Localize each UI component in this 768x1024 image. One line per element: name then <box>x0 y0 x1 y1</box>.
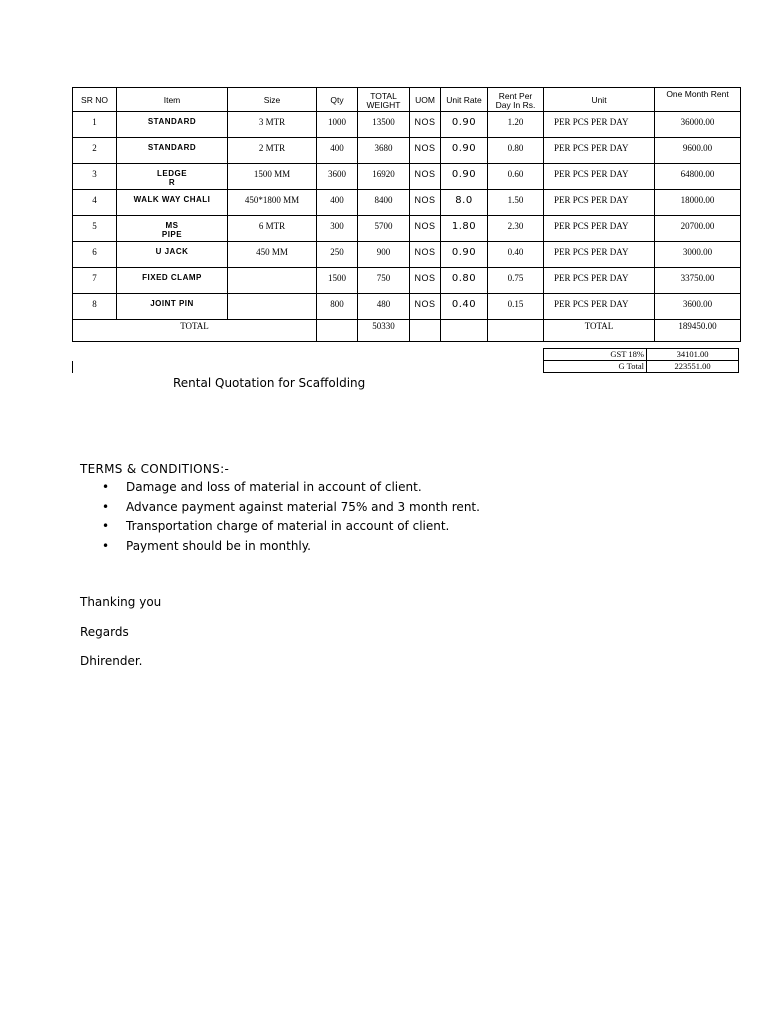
cell-item <box>117 190 228 216</box>
cell-unit-rate: 0.80 <box>441 268 488 294</box>
cell-unit: PER PCS PER DAY <box>544 242 655 268</box>
cell-qty: 400 <box>317 190 358 216</box>
text-cursor <box>72 361 73 373</box>
cell-size: 450*1800 MM <box>228 190 317 216</box>
header-item: Item <box>117 88 228 112</box>
cell-item <box>117 294 228 320</box>
cell-uom: NOS <box>410 112 441 138</box>
header-unit: Unit <box>544 88 655 112</box>
cell-sr-no: 5 <box>73 216 117 242</box>
cell-sr-no: 3 <box>73 164 117 190</box>
cell-qty: 1500 <box>317 268 358 294</box>
cell-unit: PER PCS PER DAY <box>544 268 655 294</box>
cell-qty: 800 <box>317 294 358 320</box>
header-qty: Qty <box>317 88 358 112</box>
table-row <box>73 164 741 190</box>
cell-uom: NOS <box>410 294 441 320</box>
cell-item <box>117 216 228 242</box>
cell-uom: NOS <box>410 138 441 164</box>
list-item <box>102 537 480 557</box>
total-rent-cell <box>488 320 544 342</box>
cell-item <box>117 268 228 294</box>
cell-unit-rate: 0.90 <box>441 164 488 190</box>
cell-sr-no: 4 <box>73 190 117 216</box>
cell-rent-per-day: 0.60 <box>488 164 544 190</box>
table-row <box>73 216 741 242</box>
cell-unit: PER PCS PER DAY <box>544 164 655 190</box>
cell-total-weight: 16920 <box>358 164 410 190</box>
cell-unit-rate: 0.90 <box>441 242 488 268</box>
header-size: Size <box>228 88 317 112</box>
cell-rent-per-day: 2.30 <box>488 216 544 242</box>
term-text: Payment should be in monthly. <box>126 538 311 553</box>
total-unit-label: TOTAL <box>544 320 655 342</box>
cell-one-month-rent: 18000.00 <box>655 190 741 216</box>
table-row <box>73 112 741 138</box>
cell-one-month-rent: 33750.00 <box>655 268 741 294</box>
total-month-rent: 189450.00 <box>655 320 741 342</box>
cell-total-weight: 900 <box>358 242 410 268</box>
item-name-line-2: PIPE <box>161 230 183 239</box>
terms-list <box>102 478 480 556</box>
cell-sr-no: 2 <box>73 138 117 164</box>
cell-qty: 400 <box>317 138 358 164</box>
bullet-icon: • <box>102 499 110 514</box>
item-name-line: MS <box>165 221 179 230</box>
total-weight: 50330 <box>358 320 410 342</box>
cell-size: 1500 MM <box>228 164 317 190</box>
cell-total-weight: 13500 <box>358 112 410 138</box>
header-one-month-rent: One Month Rent <box>655 88 741 112</box>
bullet-icon: • <box>102 480 110 494</box>
signatory-name: Dhirender. <box>80 654 143 668</box>
list-item <box>102 498 480 518</box>
cell-unit-rate: 1.80 <box>441 216 488 242</box>
cell-unit: PER PCS PER DAY <box>544 294 655 320</box>
cell-total-weight: 480 <box>358 294 410 320</box>
cell-one-month-rent: 3600.00 <box>655 294 741 320</box>
cell-rent-per-day: 1.50 <box>488 190 544 216</box>
cell-total-weight: 5700 <box>358 216 410 242</box>
cell-qty: 250 <box>317 242 358 268</box>
total-rate-cell <box>441 320 488 342</box>
cell-item <box>117 242 228 268</box>
cell-size <box>228 268 317 294</box>
cell-unit: PER PCS PER DAY <box>544 112 655 138</box>
cell-size: 450 MM <box>228 242 317 268</box>
closing-regards: Regards <box>80 625 129 639</box>
cell-unit-rate: 0.90 <box>441 138 488 164</box>
item-name-line: FIXED CLAMP <box>142 273 202 282</box>
gtotal-row <box>544 361 739 373</box>
cell-item <box>117 138 228 164</box>
cell-qty: 3600 <box>317 164 358 190</box>
cell-one-month-rent: 9600.00 <box>655 138 741 164</box>
cell-unit-rate: 0.40 <box>441 294 488 320</box>
cell-sr-no: 6 <box>73 242 117 268</box>
cell-total-weight: 3680 <box>358 138 410 164</box>
closing-thanks: Thanking you <box>80 595 162 609</box>
item-name-line: WALK WAY CHALI <box>133 195 211 204</box>
item-name-line: STANDARD <box>147 143 197 152</box>
table-row <box>73 294 741 320</box>
item-name-line: LEDGE <box>156 169 188 178</box>
item-name-line-2: R <box>168 178 176 187</box>
cell-uom: NOS <box>410 164 441 190</box>
cell-one-month-rent: 20700.00 <box>655 216 741 242</box>
total-qty-cell <box>317 320 358 342</box>
cell-rent-per-day: 0.15 <box>488 294 544 320</box>
cell-uom: NOS <box>410 268 441 294</box>
cell-one-month-rent: 64800.00 <box>655 164 741 190</box>
cell-unit: PER PCS PER DAY <box>544 190 655 216</box>
cell-item <box>117 112 228 138</box>
cell-qty: 300 <box>317 216 358 242</box>
terms-heading: TERMS & CONDITIONS:- <box>80 462 230 476</box>
header-uom: UOM <box>410 88 441 112</box>
gst-value: 34101.00 <box>647 349 739 361</box>
cell-uom: NOS <box>410 242 441 268</box>
bullet-icon: • <box>102 519 110 533</box>
gst-row <box>544 349 739 361</box>
cell-qty: 1000 <box>317 112 358 138</box>
quotation-table <box>72 87 741 342</box>
term-text: Transportation charge of material in account of client. <box>126 519 450 533</box>
cell-uom: NOS <box>410 190 441 216</box>
gst-label: GST 18% <box>544 349 647 361</box>
table-row <box>73 268 741 294</box>
table-row <box>73 138 741 164</box>
cell-item <box>117 164 228 190</box>
cell-one-month-rent: 36000.00 <box>655 112 741 138</box>
cell-size: 2 MTR <box>228 138 317 164</box>
item-name-line: U JACK <box>155 247 189 256</box>
table-row <box>73 242 741 268</box>
cell-sr-no: 7 <box>73 268 117 294</box>
table-header-row <box>73 88 741 112</box>
cell-sr-no: 8 <box>73 294 117 320</box>
header-sr-no: SR NO <box>73 88 117 112</box>
header-rent-per-day: Rent Per Day In Rs. <box>488 88 544 112</box>
term-text: Advance payment against material 75% and 3 month rent. <box>126 499 480 514</box>
cell-sr-no: 1 <box>73 112 117 138</box>
gst-summary <box>543 348 739 373</box>
cell-size <box>228 294 317 320</box>
total-uom-cell <box>410 320 441 342</box>
cell-rent-per-day: 0.80 <box>488 138 544 164</box>
cell-rent-per-day: 0.75 <box>488 268 544 294</box>
cell-unit: PER PCS PER DAY <box>544 216 655 242</box>
total-label: TOTAL <box>73 320 317 342</box>
cell-unit-rate: 0.90 <box>441 112 488 138</box>
header-total-weight: TOTAL WEIGHT <box>358 88 410 112</box>
list-item <box>102 478 480 498</box>
list-item <box>102 517 480 537</box>
cell-rent-per-day: 0.40 <box>488 242 544 268</box>
cell-size: 3 MTR <box>228 112 317 138</box>
cell-unit: PER PCS PER DAY <box>544 138 655 164</box>
document-title: Rental Quotation for Scaffolding <box>173 376 366 390</box>
cell-one-month-rent: 3000.00 <box>655 242 741 268</box>
cell-uom: NOS <box>410 216 441 242</box>
bullet-icon: • <box>102 538 110 553</box>
item-name-line: STANDARD <box>147 117 197 126</box>
cell-size: 6 MTR <box>228 216 317 242</box>
total-row <box>73 320 741 342</box>
cell-rent-per-day: 1.20 <box>488 112 544 138</box>
gtotal-label: G Total <box>544 361 647 373</box>
table-row <box>73 190 741 216</box>
cell-unit-rate: 8.0 <box>441 190 488 216</box>
cell-total-weight: 8400 <box>358 190 410 216</box>
gtotal-value: 223551.00 <box>647 361 739 373</box>
cell-total-weight: 750 <box>358 268 410 294</box>
term-text: Damage and loss of material in account of client. <box>126 480 422 494</box>
item-name-line: JOINT PIN <box>150 299 194 308</box>
header-unit-rate: Unit Rate <box>441 88 488 112</box>
